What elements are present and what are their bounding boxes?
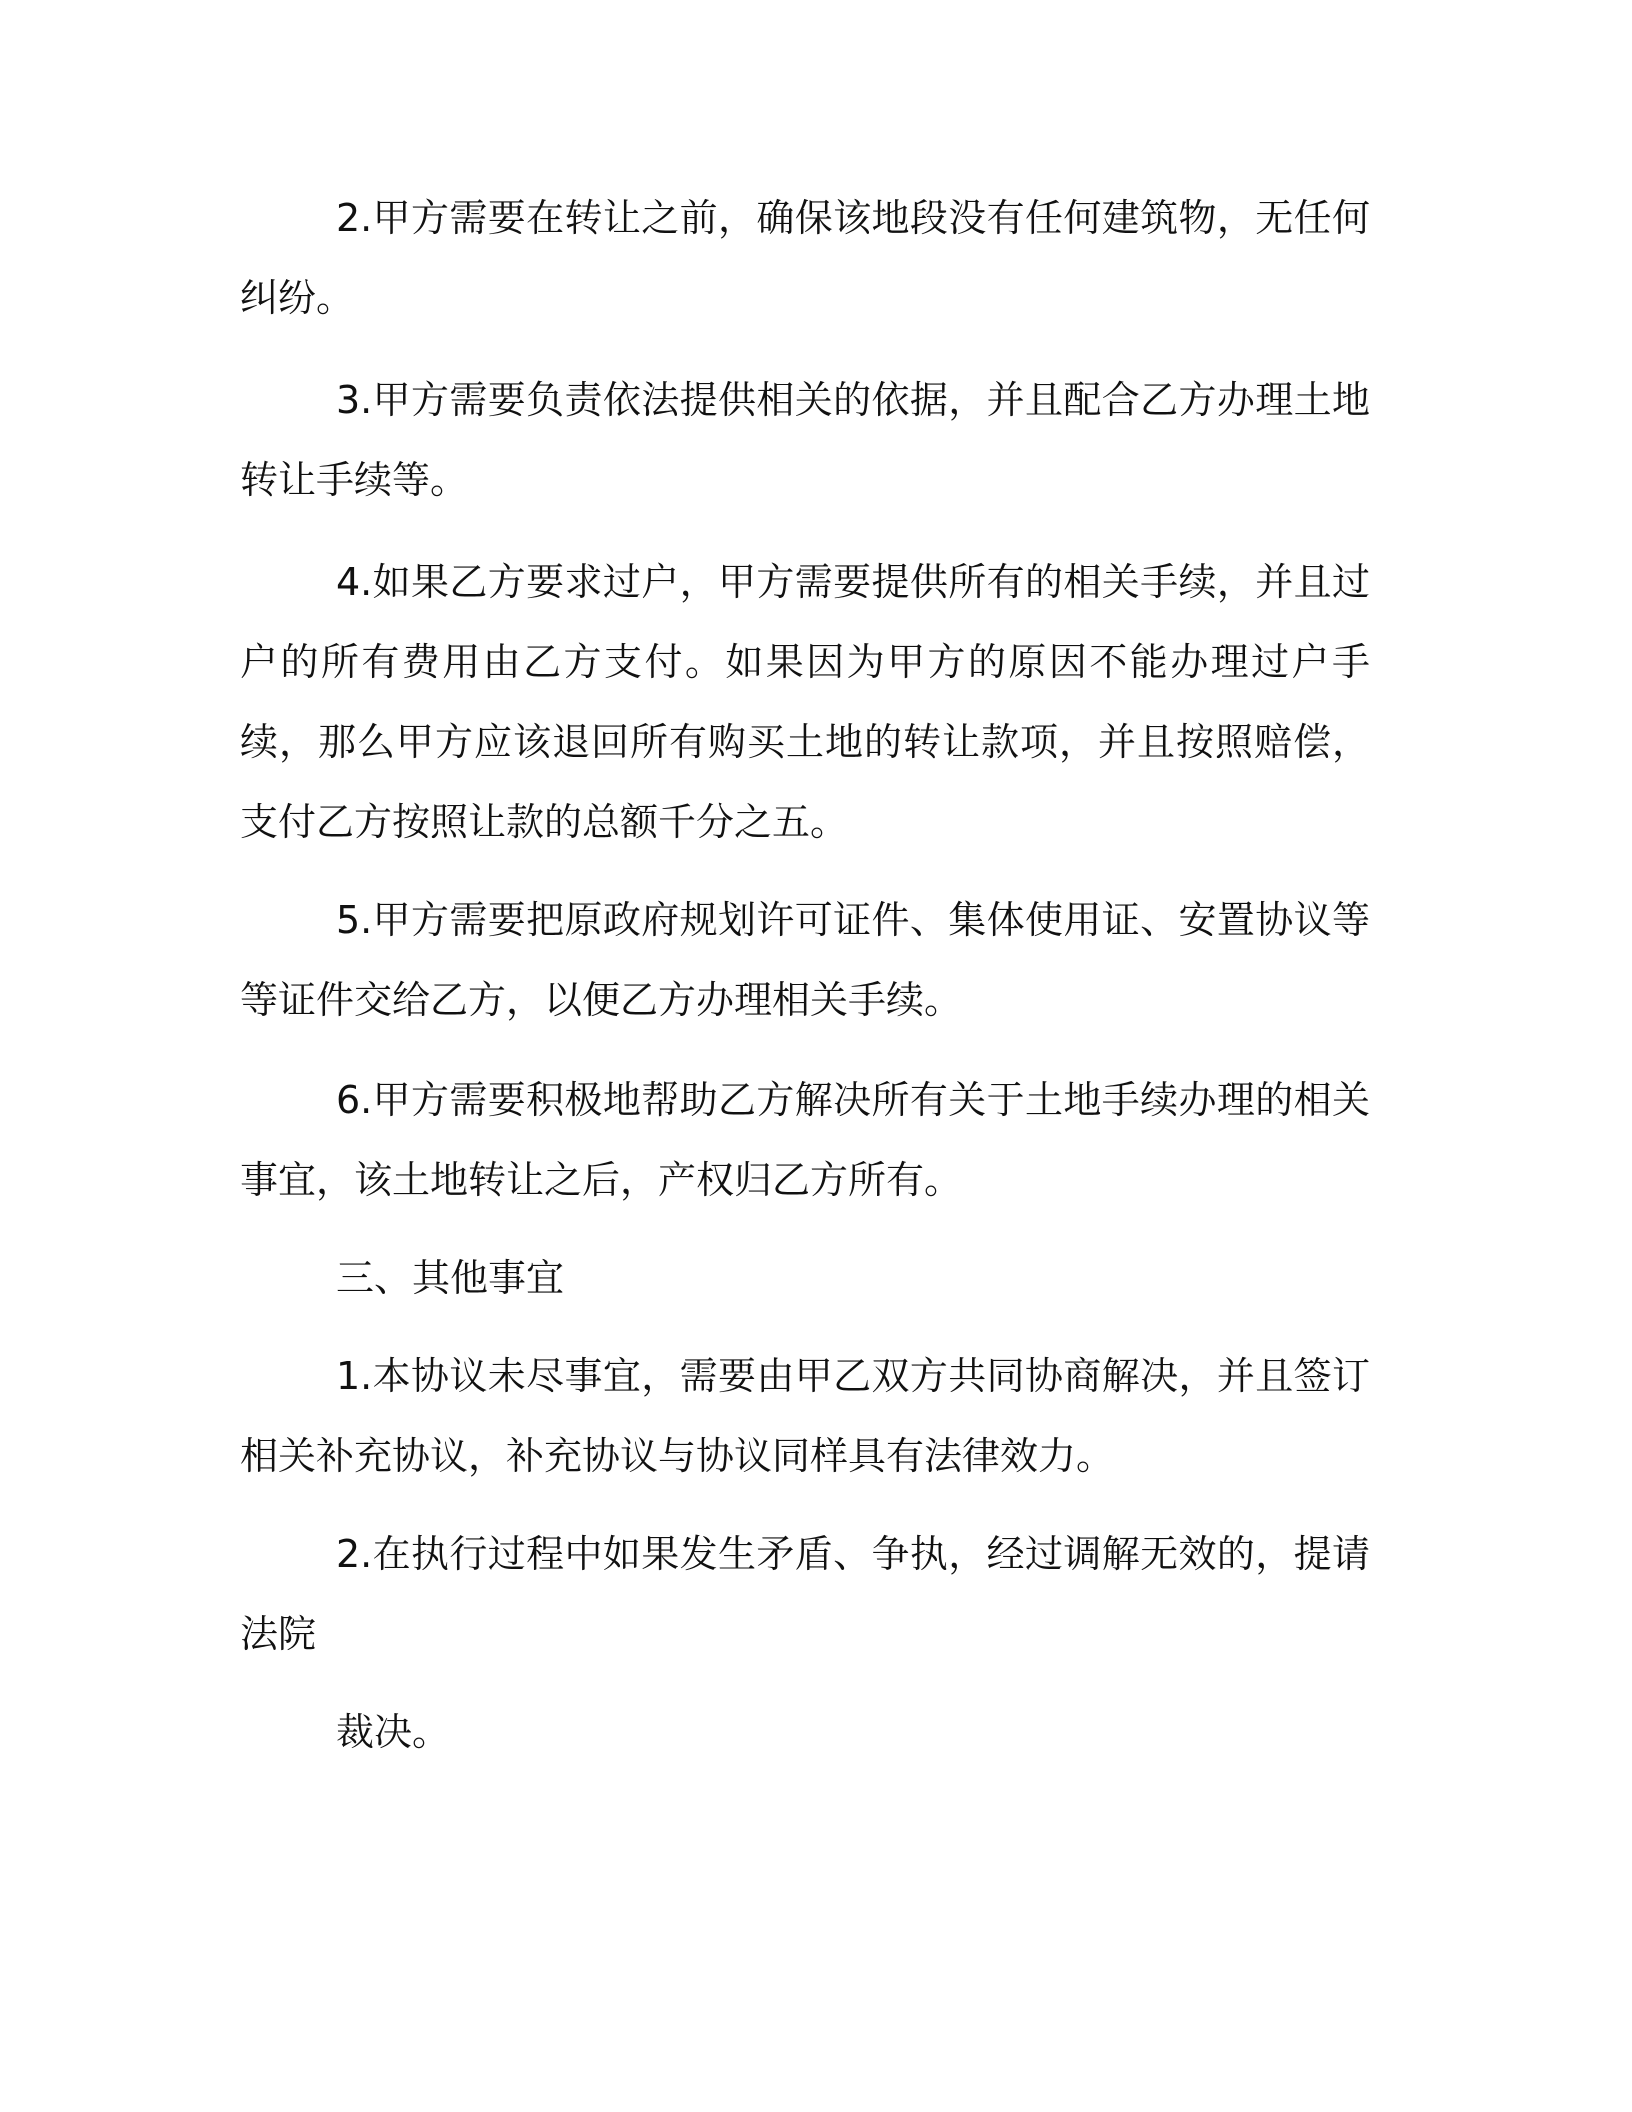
paragraph-other-2: 2.在执行过程中如果发生矛盾、争执，经过调解无效的，提请法院 bbox=[240, 1532, 1370, 1656]
paragraph-clause-5: 5.甲方需要把原政府规划许可证件、集体使用证、安置协议等等证件交给乙方，以便乙方办理相关手续。 bbox=[240, 898, 1370, 1022]
paragraph-other-1: 1.本协议未尽事宜，需要由甲乙双方共同协商解决，并且签订相关补充协议，补充协议与协议同样具有法律效力。 bbox=[240, 1354, 1370, 1478]
paragraph-clause-6: 6.甲方需要积极地帮助乙方解决所有关于土地手续办理的相关事宜，该土地转让之后，产权归乙方所有。 bbox=[240, 1078, 1370, 1202]
paragraph-clause-3: 3.甲方需要负责依法提供相关的依据，并且配合乙方办理土地转让手续等。 bbox=[240, 378, 1370, 502]
paragraph-other-2-continuation: 裁决。 bbox=[336, 1710, 451, 1754]
paragraph-clause-2: 2.甲方需要在转让之前，确保该地段没有任何建筑物，无任何纠纷。 bbox=[240, 196, 1370, 320]
section-heading-other-matters: 三、其他事宜 bbox=[336, 1256, 565, 1300]
paragraph-clause-4: 4.如果乙方要求过户，甲方需要提供所有的相关手续，并且过户的所有费用由乙方支付。如果因为甲方的原因不能办理过户手续，那么甲方应该退回所有购买土地的转让款项，并且按照赔偿，支付乙方按照让款的总额千分之五。 bbox=[240, 560, 1370, 844]
